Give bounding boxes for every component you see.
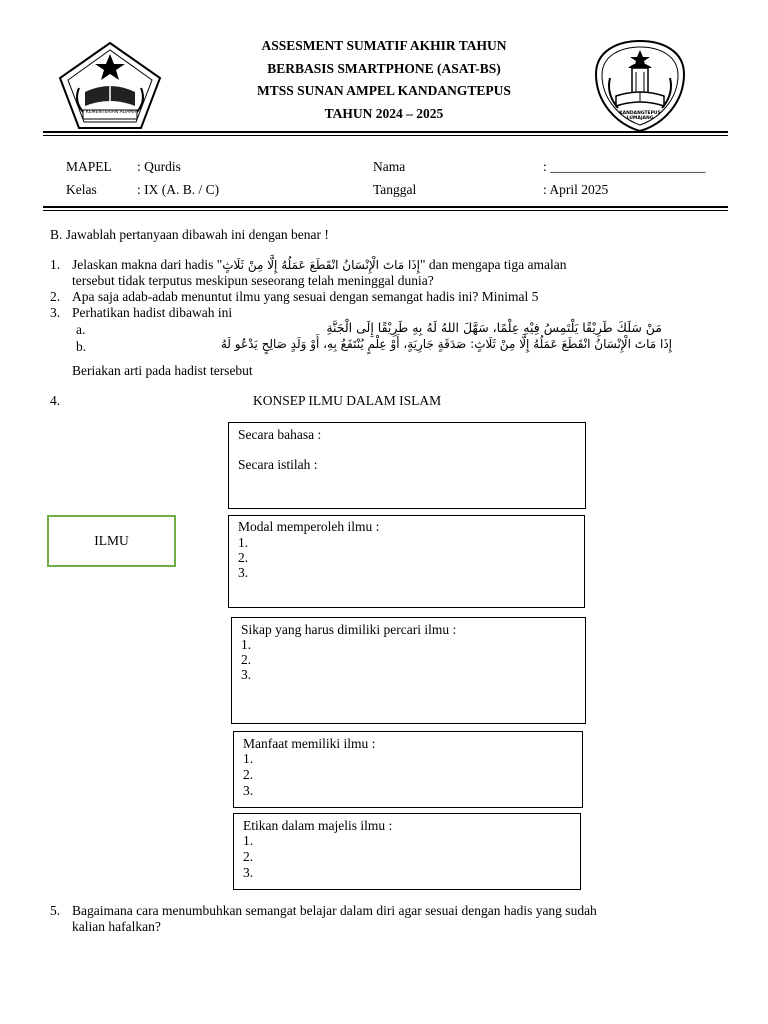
kelas-label: Kelas — [66, 182, 97, 197]
box1-line-2: Secara istilah : — [238, 457, 318, 472]
concept-box-sikap — [231, 617, 586, 724]
header-line-1: ASSESMENT SUMATIF AKHIR TAHUN — [261, 38, 507, 53]
logo-right-caption: KANDANGTEPUS LUMAJANG — [619, 111, 661, 121]
info-rule-thin — [43, 210, 728, 211]
header-line-2: BERBASIS SMARTPHONE (ASAT-BS) — [267, 61, 501, 76]
box5-title: Etikan dalam majelis ilmu : — [243, 818, 393, 833]
box2-title: Modal memperoleh ilmu : — [238, 519, 380, 534]
box2-item: 1. — [238, 535, 249, 550]
box3-title: Sikap yang harus dimiliki percari ilmu : — [241, 622, 457, 637]
q3-note: Beriakan arti pada hadist tersebut — [72, 363, 253, 378]
school-logo — [592, 38, 688, 134]
concept-box-definition — [228, 422, 586, 509]
mapel-label: MAPEL — [66, 159, 112, 174]
header-line-3: MTSS SUNAN AMPEL KANDANGTEPUS — [257, 83, 511, 98]
q1-arabic: إِذَا مَاتَ الْإِنْسَانُ انْقَطَعَ عَمَلُهُ إِلَّا مِنْ ثَلَاثٍ — [222, 258, 421, 272]
q1-text — [72, 257, 566, 273]
q2-text: Apa saja adab-adab menuntut ilmu yang sesuai dengan semangat hadis ini? Minimal 5 — [72, 289, 539, 304]
q4-title: KONSEP ILMU DALAM ISLAM — [253, 393, 442, 408]
q2-number: 2. — [50, 289, 61, 304]
section-b-instruction: B. Jawablah pertanyaan dibawah ini dengan benar ! — [50, 227, 329, 242]
q1-prefix: Jelaskan makna dari hadis " — [72, 257, 223, 272]
info-rule-thick — [43, 206, 728, 208]
nama-label: Nama — [373, 159, 406, 174]
q4-number: 4. — [50, 393, 61, 408]
kemenag-logo — [55, 40, 165, 132]
box2-item: 2. — [238, 550, 249, 565]
q3b-arabic: إِذَا مَاتَ الْإِنْسَانُ انْقَطَعَ عَمَلُهُ إِلَّا مِنْ ثَلَاثٍ: صَدَقَةٍ جَارِيَةٍ، أَوْ عِلْمٍ يُنْتَفَعُ بِهِ، أَوْ وَلَدٍ صَالِحٍ يَدْعُو لَهُ — [220, 337, 672, 351]
concept-box-etika — [233, 813, 581, 890]
q3-number: 3. — [50, 305, 61, 320]
q5-number: 5. — [50, 903, 61, 918]
box5-item: 1. — [243, 833, 254, 848]
concept-box-manfaat — [233, 731, 583, 808]
tanggal-value: : April 2025 — [543, 182, 609, 197]
header-line-4: TAHUN 2024 – 2025 — [324, 106, 444, 121]
header-rule-thin — [43, 135, 728, 136]
concept-center-ilmu: ILMU — [47, 515, 176, 567]
tanggal-label: Tanggal — [373, 182, 417, 197]
q3a-arabic: مَنْ سَلَكَ طَرِيْقًا يَلْتَمِسُ فِيْهِ عِلْمًا، سَهَّلَ اللهُ لَهُ بِهِ طَرِيْقًا إِلَى الْجَنَّةِ — [326, 320, 662, 335]
box1-title: Secara bahasa : — [238, 427, 322, 442]
box5-item: 2. — [243, 849, 254, 864]
mapel-value: : Qurdis — [137, 159, 181, 174]
box4-title: Manfaat memiliki ilmu : — [243, 736, 376, 751]
logo-left-caption: KEMENTERIAN AGAMA — [85, 110, 137, 115]
q5-line-2: kalian hafalkan? — [72, 919, 161, 934]
q5-line-1: Bagaimana cara menumbuhkan semangat belajar dalam diri agar sesuai dengan hadis yang sudah — [72, 903, 597, 918]
q3-text: Perhatikan hadist dibawah ini — [72, 305, 233, 320]
concept-box-modal — [228, 515, 585, 608]
q1-line-2: tersebut tidak terputus meskipun seseorang telah meninggal dunia? — [72, 273, 434, 288]
box3-item: 2. — [241, 652, 252, 667]
box5-item: 3. — [243, 865, 254, 880]
box2-item: 3. — [238, 565, 249, 580]
box4-item: 2. — [243, 767, 254, 782]
q3a-label: a. — [76, 322, 86, 337]
nama-field[interactable]: : _______________________ — [543, 159, 706, 174]
q1-suffix: " dan mengapa tiga amalan — [420, 257, 567, 272]
box4-item: 3. — [243, 783, 254, 798]
header-rule-thick — [43, 131, 728, 133]
box3-item: 3. — [241, 667, 252, 682]
q1-number: 1. — [50, 257, 61, 272]
kelas-value: : IX (A. B. / C) — [137, 182, 220, 197]
box3-item: 1. — [241, 637, 252, 652]
q3b-label: b. — [76, 339, 87, 354]
box4-item: 1. — [243, 751, 254, 766]
